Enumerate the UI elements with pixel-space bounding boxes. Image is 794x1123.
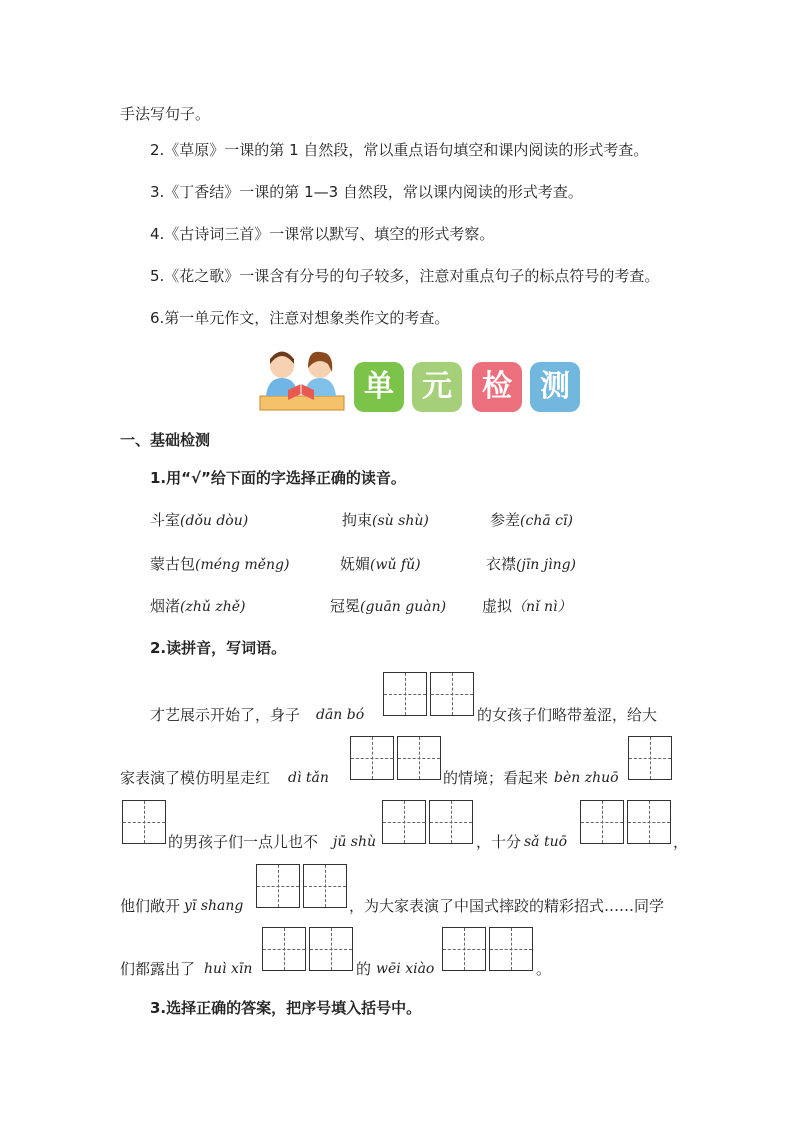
writing-box[interactable] <box>256 864 300 908</box>
pinyin-prompt: yī shang <box>184 898 244 914</box>
pronunciation-item: 冠冕(guān guàn) <box>330 597 447 615</box>
intro-line-2: 3.《丁香结》一课的第 1—3 自然段，常以课内阅读的形式考查。 <box>150 183 583 201</box>
passage-text: 的情境；看起来 <box>443 769 549 787</box>
pronunciation-item: 衣襟(jīn jìng) <box>486 555 577 573</box>
writing-box[interactable] <box>382 800 426 844</box>
pinyin-prompt: dì tǎn <box>288 770 329 786</box>
writing-box[interactable] <box>309 927 353 971</box>
section-heading: 一、基础检测 <box>120 431 211 449</box>
writing-box[interactable] <box>442 927 486 971</box>
pronunciation-item: 参差(chā cī) <box>490 511 573 529</box>
pronunciation-item: 拘束(sù shù) <box>342 511 429 529</box>
writing-box[interactable] <box>383 672 427 716</box>
pinyin-prompt: jū shù <box>333 834 377 850</box>
intro-line-0: 手法写句子。 <box>120 105 211 123</box>
pronunciation-item: 虚拟（nǐ nì） <box>482 597 572 615</box>
question-3-title: 3.选择正确的答案，把序号填入括号中。 <box>150 999 422 1017</box>
writing-box[interactable] <box>628 736 672 780</box>
writing-box[interactable] <box>430 672 474 716</box>
pinyin-prompt: sǎ tuō <box>524 834 568 850</box>
intro-line-1: 2.《草原》一课的第 1 自然段，常以重点语句填空和课内阅读的形式考查。 <box>150 141 649 159</box>
passage-text: ， <box>673 833 689 851</box>
passage-text: 的 <box>356 960 372 978</box>
writing-box[interactable] <box>122 800 166 844</box>
passage-text: 。 <box>536 960 552 978</box>
question-1-title: 1.用“√”给下面的字选择正确的读音。 <box>150 469 406 487</box>
kids-reading-illustration <box>256 350 348 414</box>
pronunciation-item: 蒙古包(méng měng) <box>150 555 290 573</box>
pinyin-prompt: wēi xiào <box>376 961 435 977</box>
passage-text: 他们敞开 <box>120 897 181 915</box>
passage-text: 才艺展示开始了，身子 <box>150 706 301 724</box>
banner-tile-jian: 检 <box>472 362 522 412</box>
banner-tile-dan: 单 <box>354 362 404 412</box>
passage-text: 们都露出了 <box>120 960 196 978</box>
pinyin-prompt: huì xīn <box>204 961 253 977</box>
banner-tile-yuan: 元 <box>412 362 462 412</box>
writing-box[interactable] <box>580 800 624 844</box>
intro-line-5: 6.第一单元作文，注意对想象类作文的考查。 <box>150 309 450 327</box>
passage-text: 的女孩子们略带羞涩，给大 <box>477 706 658 724</box>
passage-text: ，为大家表演了中国式摔跤的精彩招式……同学 <box>349 897 665 915</box>
intro-line-4: 5.《花之歌》一课含有分号的句子较多，注意对重点句子的标点符号的考查。 <box>150 267 660 285</box>
writing-box[interactable] <box>429 800 473 844</box>
intro-line-3: 4.《古诗词三首》一课常以默写、填空的形式考察。 <box>150 225 495 243</box>
pronunciation-item: 烟渚(zhǔ zhě) <box>150 597 246 615</box>
writing-box[interactable] <box>303 864 347 908</box>
writing-box[interactable] <box>489 927 533 971</box>
passage-text: ，十分 <box>476 833 522 851</box>
pinyin-prompt: dān bó <box>316 707 365 723</box>
writing-box[interactable] <box>397 736 441 780</box>
writing-box[interactable] <box>262 927 306 971</box>
pronunciation-item: 妩媚(wǔ fǔ) <box>340 555 421 573</box>
passage-text: 家表演了模仿明星走红 <box>120 769 271 787</box>
writing-box[interactable] <box>627 800 671 844</box>
question-2-title: 2.读拼音，写词语。 <box>150 639 287 657</box>
passage-text: 的男孩子们一点儿也不 <box>168 833 319 851</box>
writing-box[interactable] <box>350 736 394 780</box>
banner-tile-ce: 测 <box>530 362 580 412</box>
pinyin-prompt: bèn zhuō <box>554 770 619 786</box>
pronunciation-item: 斗室(dǒu dòu) <box>150 511 249 529</box>
